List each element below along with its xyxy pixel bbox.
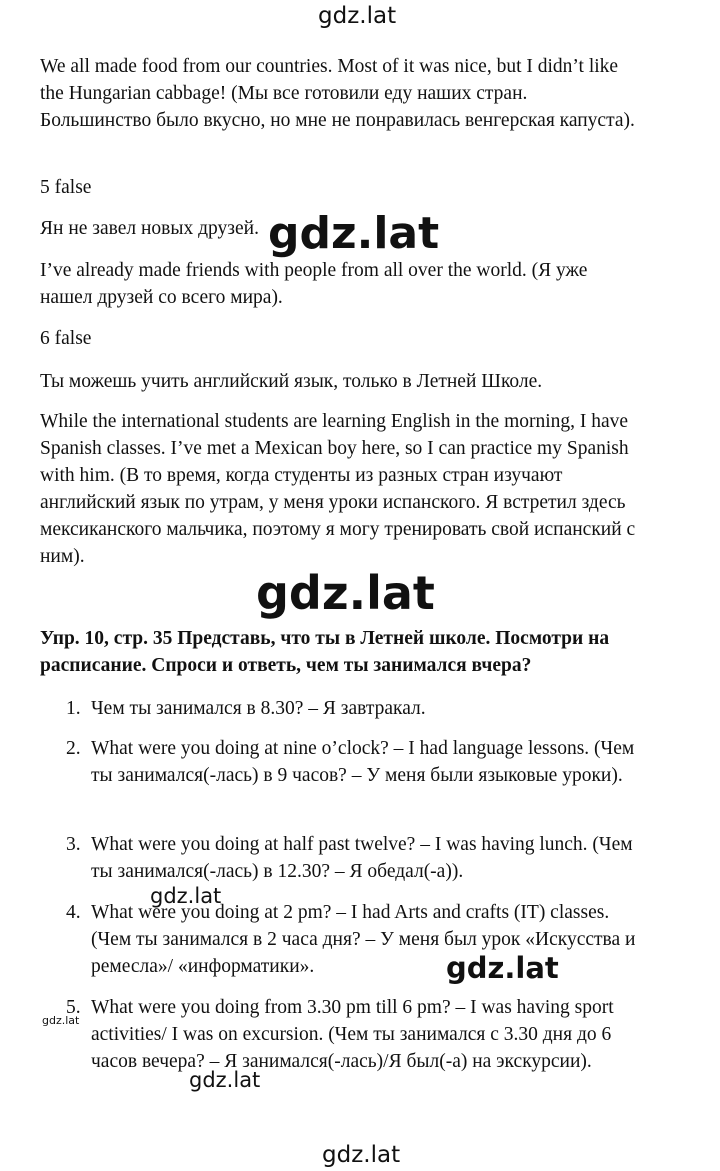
label-6-false: 6 false bbox=[40, 328, 92, 349]
list-item-number: 5. bbox=[66, 997, 81, 1018]
label-5-false: 5 false bbox=[40, 177, 92, 198]
list-item-text: What were you doing at nine o’clock? – I had language lessons. (Чем ты занимался(-лась) в 9 часов? – У меня были языковые уроки). bbox=[91, 738, 635, 786]
exercise-heading: Упр. 10, стр. 35 Представь, что ты в Летней школе. Посмотри на расписание. Спроси и ответь, чем ты занимался вчера? bbox=[40, 628, 610, 676]
watermark-top: gdz.lat bbox=[318, 3, 397, 29]
list-item-text: What were you doing at 2 pm? – I had Arts and crafts (IT) classes. (Чем ты занимался в 2 часа дня? – У меня был урок «Искусства и ремесла»/ «информатики». bbox=[91, 902, 636, 977]
paragraph-no-new-friends: Ян не завел новых друзей. bbox=[40, 218, 259, 239]
list-item-number: 2. bbox=[66, 738, 81, 759]
list-item-number: 3. bbox=[66, 834, 81, 855]
paragraph-spanish-classes: While the international students are learning English in the morning, I have Spanish classes. I’ve met a Mexican boy here, so I can practice my Spanish with him. (В то время, когда студенты из разных стран изучают английский язык по утрам, у меня уроки испанского. Я встретил здесь мексиканского мальчика, поэтому я могу тренировать свой испанский с ним). bbox=[40, 411, 636, 567]
watermark-mid-3: gdz.lat bbox=[189, 1068, 261, 1092]
paragraph-food: We all made food from our countries. Most of it was nice, but I didn’t like the Hungarian cabbage! (Мы все готовили еду наших стран. Большинство было вкусно, но мне не понравилась венгерская капуста). bbox=[40, 56, 635, 131]
watermark-mid-1: gdz.lat bbox=[150, 884, 222, 908]
watermark-large-2: gdz.lat bbox=[256, 566, 435, 620]
paragraph-summer-school-only: Ты можешь учить английский язык, только в Летней Школе. bbox=[40, 371, 543, 392]
list-item-text: Чем ты занимался в 8.30? – Я завтракал. bbox=[91, 698, 426, 719]
watermark-small: gdz.lat bbox=[42, 1014, 80, 1027]
list-item-text: What were you doing from 3.30 pm till 6 pm? – I was having sport activities/ I was on excursion. (Чем ты занимался с 3.30 дня до 6 часов вечера? – Я занимался(-лась)/Я был(-а) на экскурсии). bbox=[91, 997, 614, 1072]
watermark-large-1: gdz.lat bbox=[268, 208, 440, 259]
list-item-text: What were you doing at half past twelve? – I was having lunch. (Чем ты занимался(-лась) в 12.30? – Я обедал(-а)). bbox=[91, 834, 633, 882]
list-item-number: 1. bbox=[66, 698, 81, 719]
paragraph-made-friends: I’ve already made friends with people from all over the world. (Я уже нашел друзей со всего мира). bbox=[40, 260, 588, 308]
list-item-number: 4. bbox=[66, 902, 81, 923]
watermark-bottom: gdz.lat bbox=[322, 1142, 401, 1168]
watermark-mid-2: gdz.lat bbox=[446, 951, 559, 985]
